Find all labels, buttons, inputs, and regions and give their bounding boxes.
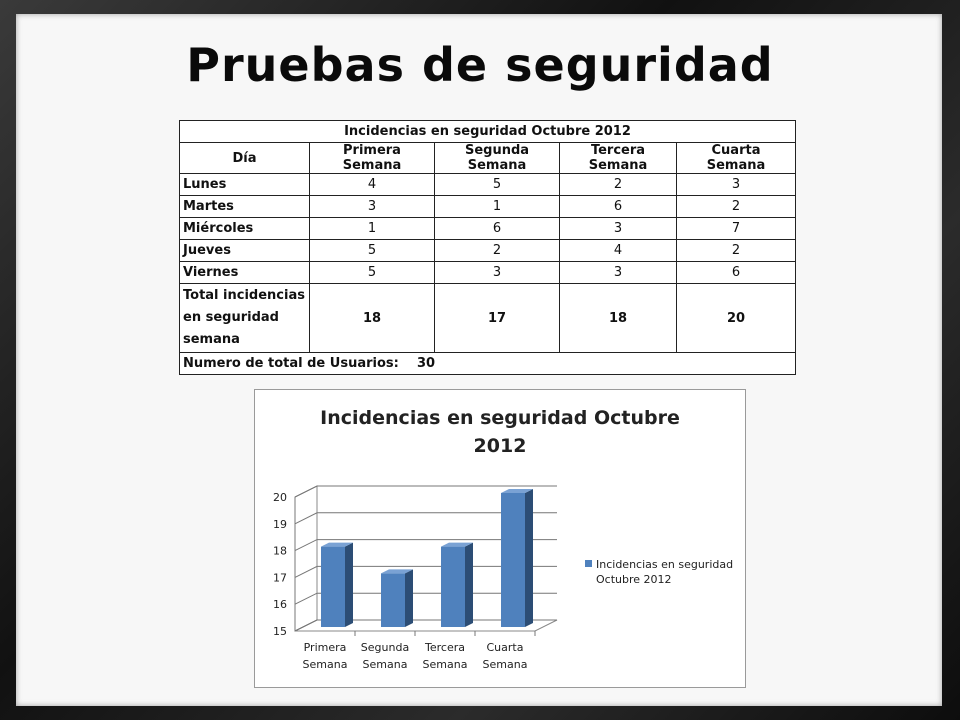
totals-label: Total incidencias en seguridad semana: [180, 284, 310, 353]
y-tick-label: 17: [273, 571, 287, 585]
table-row: [180, 174, 796, 196]
x-tick-label: Cuarta: [486, 641, 524, 654]
total-value: 18: [310, 284, 435, 353]
y-tick-label: 15: [273, 625, 287, 638]
chart-title-line-1: Incidencias en seguridad Octubre: [320, 407, 680, 429]
bar-side: [345, 543, 353, 627]
users-cell: [180, 353, 796, 375]
x-tick-label: Tercera: [425, 641, 465, 654]
x-tick-label: Semana: [362, 658, 408, 671]
x-tick-label: Semana: [422, 658, 468, 671]
totals-row: [180, 284, 796, 353]
cell-value: 3: [560, 262, 677, 284]
cell-value: 2: [435, 240, 560, 262]
bar-chart-svg: [255, 390, 745, 687]
header-week-1: Primera Semana: [310, 143, 435, 174]
total-value: 20: [677, 284, 796, 353]
cell-value: 2: [560, 174, 677, 196]
header-week-4: Cuarta Semana: [677, 143, 796, 174]
bar-side: [405, 569, 413, 627]
cell-value: 1: [310, 218, 435, 240]
row-day: Jueves: [180, 240, 310, 262]
cell-value: 3: [677, 174, 796, 196]
legend-label: Incidencias en seguridad: [596, 558, 734, 571]
x-tick-label: Primera: [303, 641, 347, 654]
table-row: [180, 196, 796, 218]
table-row: [180, 262, 796, 284]
cell-value: 4: [560, 240, 677, 262]
cell-value: 1: [435, 196, 560, 218]
row-day: Miércoles: [180, 218, 310, 240]
cell-value: 5: [310, 240, 435, 262]
cell-value: 7: [677, 218, 796, 240]
header-week-2: Segunda Semana: [435, 143, 560, 174]
table-caption-row: [180, 121, 796, 143]
total-value: 17: [435, 284, 560, 353]
cell-value: 2: [677, 240, 796, 262]
bar-side: [465, 543, 473, 627]
legend-label: Octubre 2012: [596, 573, 672, 586]
cell-value: 3: [560, 218, 677, 240]
cell-value: 6: [435, 218, 560, 240]
bar: [321, 547, 345, 627]
row-day: Lunes: [180, 174, 310, 196]
chart-side-wall: [295, 486, 317, 631]
cell-value: 6: [677, 262, 796, 284]
cell-value: 5: [310, 262, 435, 284]
y-tick-label: 18: [273, 544, 287, 558]
cell-value: 3: [435, 262, 560, 284]
cell-value: 6: [560, 196, 677, 218]
x-tick-label: Semana: [482, 658, 528, 671]
total-value: 18: [560, 284, 677, 353]
cell-value: 2: [677, 196, 796, 218]
slide-title: Pruebas de seguridad: [186, 38, 774, 92]
row-day: Martes: [180, 196, 310, 218]
table-row: [180, 240, 796, 262]
table-caption: Incidencias en seguridad Octubre 2012: [180, 121, 796, 143]
incidents-table: [179, 120, 796, 375]
bar: [501, 493, 525, 627]
y-tick-label: 19: [273, 517, 287, 531]
bar-chart: [254, 389, 746, 688]
header-week-3: Tercera Semana: [560, 143, 677, 174]
bar: [441, 547, 465, 627]
x-tick-label: Segunda: [360, 641, 410, 654]
x-tick-label: Semana: [302, 658, 348, 671]
table-row: [180, 218, 796, 240]
cell-value: 5: [435, 174, 560, 196]
users-label: Numero de total de Usuarios:: [183, 356, 399, 371]
legend-swatch: [585, 560, 592, 567]
header-day: Día: [180, 143, 310, 174]
table-header-row: [180, 143, 796, 174]
cell-value: 3: [310, 196, 435, 218]
cell-value: 4: [310, 174, 435, 196]
row-day: Viernes: [180, 262, 310, 284]
users-value: 30: [416, 356, 436, 371]
bar: [381, 573, 405, 627]
y-tick-label: 16: [273, 598, 287, 612]
bar-side: [525, 489, 533, 627]
users-row: [180, 353, 796, 375]
y-tick-label: 20: [273, 491, 287, 504]
chart-title-line-2: 2012: [473, 435, 527, 457]
